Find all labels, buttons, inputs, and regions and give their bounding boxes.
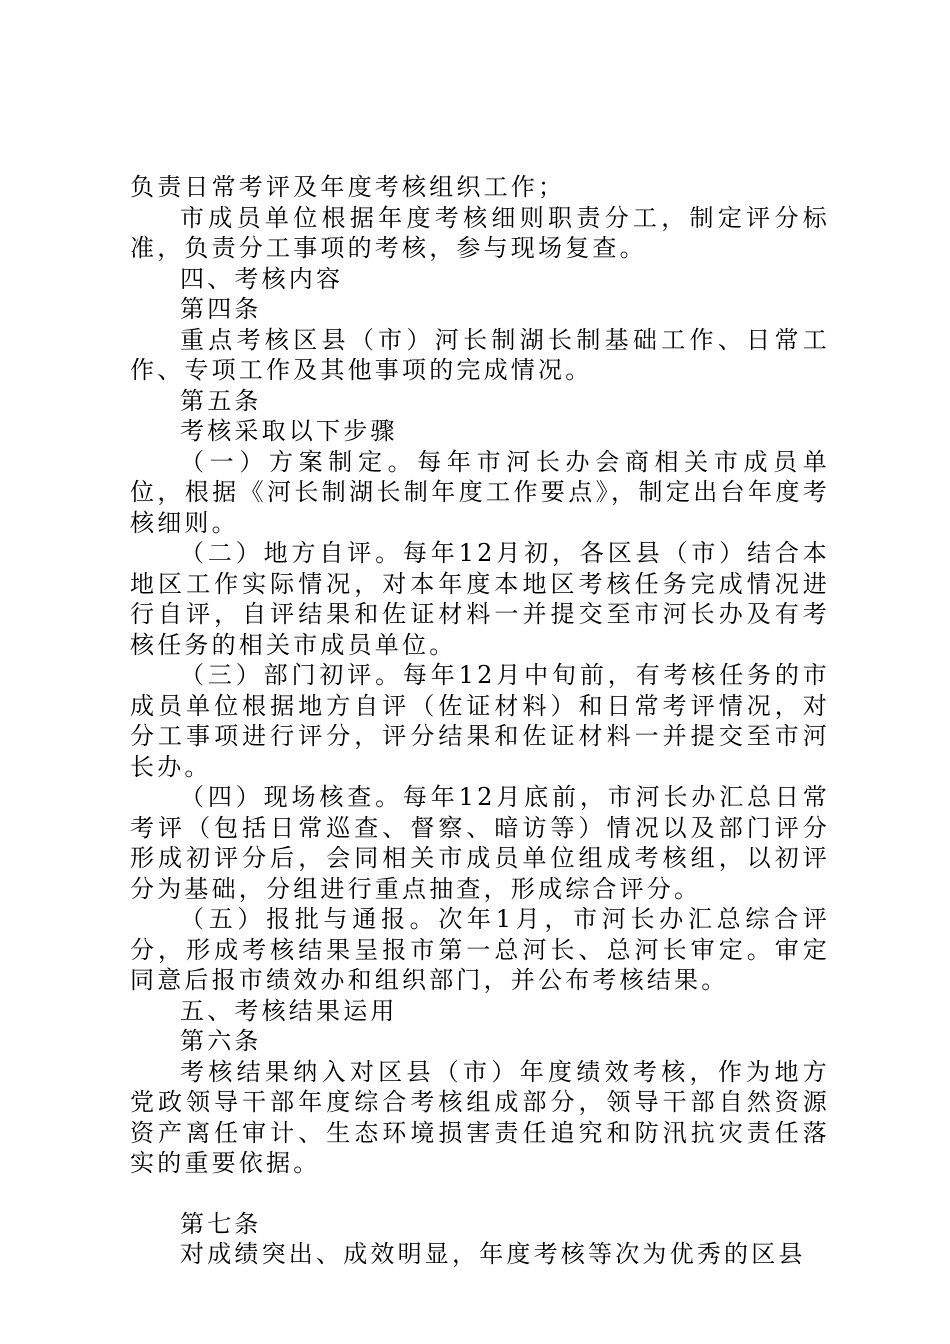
step-1: （一）方案制定。每年市河长办会商相关市成员单位，根据《河长制湖长制年度工作要点》，制定出台年度考核细则。 [130,447,830,537]
article-heading-5: 第五条 [180,386,262,415]
blank-line [130,1179,830,1209]
article-heading-6: 第六条 [180,1027,262,1055]
paragraph-article-6: 考核结果纳入对区县（市）年度绩效考核，作为地方党政领导干部年度综合考核组成部分，领导干部自然资源资产离任审计、生态环境损害责任追究和防汛抗灾责任落实的重要依据。 [130,1057,830,1177]
section-heading-4: 四、考核内容 [180,264,344,293]
section-heading-5: 五、考核结果运用 [180,996,398,1025]
paragraph-1: 负责日常考评及年度考核组织工作； [130,173,566,201]
step-3: （三）部门初评。每年12月中旬前，有考核任务的市成员单位根据地方自评（佐证材料）和日常考评情况，对分工事项进行评分，评分结果和佐证材料一并提交至市河长办。 [130,661,830,781]
document-body [130,172,830,1270]
steps-heading: 考核采取以下步骤 [180,417,398,445]
step-2: （二）地方自评。每年12月初，各区县（市）结合本地区工作实际情况，对本年度本地区考核任务完成情况进行自评，自评结果和佐证材料一并提交至市河长办及有考核任务的相关市成员单位。 [130,539,830,659]
paragraph-article-4: 重点考核区县（市）河长制湖长制基础工作、日常工作、专项工作及其他事项的完成情况。 [130,325,830,384]
article-heading-7: 第七条 [180,1209,262,1238]
step-4: （四）现场核查。每年12月底前，市河长办汇总日常考评（包括日常巡查、督察、暗访等）情况以及部门评分形成初评分后，会同相关市成员单位组成考核组，以初评分为基础，分组进行重点抽查，形成综合评分。 [130,783,830,903]
paragraph-2: 市成员单位根据年度考核细则职责分工，制定评分标准，负责分工事项的考核，参与现场复查。 [130,203,830,262]
step-5: （五）报批与通报。次年1月，市河长办汇总综合评分，形成考核结果呈报市第一总河长、总河长审定。审定同意后报市绩效办和组织部门，并公布考核结果。 [130,905,830,994]
article-heading-4: 第四条 [180,295,262,323]
paragraph-article-7: 对成绩突出、成效明显，年度考核等次为优秀的区县 [180,1240,806,1268]
